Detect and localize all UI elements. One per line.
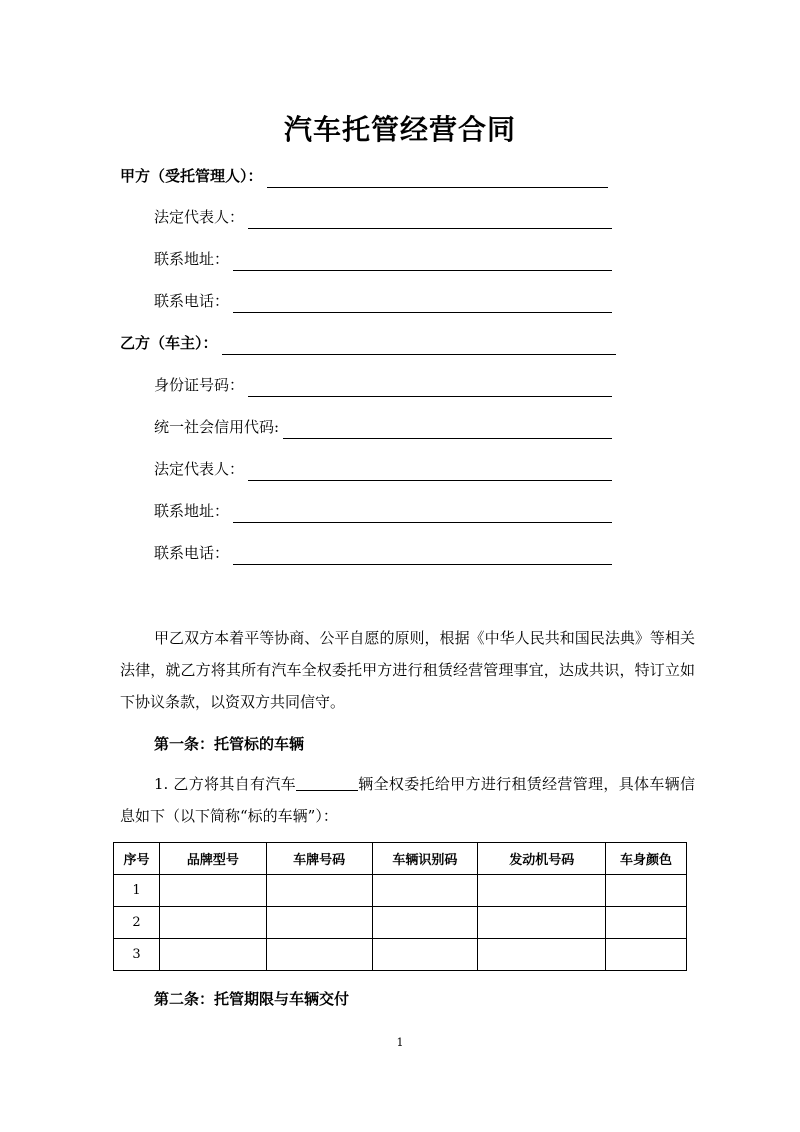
header-cell: 序号	[114, 843, 160, 875]
party-b-field-blank	[233, 546, 612, 565]
party-a-field-blank	[233, 294, 612, 313]
document-title: 汽车托管经营合同	[283, 113, 516, 146]
article-1-heading: 第一条：托管标的车辆	[154, 735, 305, 753]
clause-text-before: 1. 乙方将其自有汽车	[154, 775, 296, 793]
intro-text: 甲乙双方本着平等协商、公平自愿的原则，根据《中华人民共和国民法典》等相关法律，就乙方将其所有汽车全权委托甲方进行租赁经营管理事宜，达成共识，特订立如下协议条款，以资双方共同信守。	[120, 629, 695, 711]
party-b-field-blank	[248, 378, 612, 397]
party-a-field-label: 联系地址：	[154, 250, 230, 268]
header-cell: 车牌号码	[266, 843, 372, 875]
header-cell: 品牌型号	[159, 843, 266, 875]
table-cell	[159, 939, 266, 971]
table-header-row	[114, 843, 687, 875]
party-a-field-blank	[248, 210, 612, 229]
table-cell	[372, 939, 478, 971]
party-b-field-row	[154, 373, 612, 397]
party-b-field-row	[154, 457, 612, 481]
party-a-field-row	[154, 247, 612, 271]
table-cell	[372, 875, 478, 907]
table-cell	[478, 875, 606, 907]
party-a-row	[120, 164, 608, 188]
page-number: 1	[396, 1036, 404, 1049]
party-b-field-row	[154, 499, 612, 523]
party-a-field-label: 法定代表人：	[154, 208, 245, 226]
table-cell	[478, 939, 606, 971]
table-row	[114, 875, 687, 907]
table-cell	[606, 939, 687, 971]
header-cell: 发动机号码	[478, 843, 606, 875]
party-b-field-blank	[283, 420, 612, 439]
table-row	[114, 907, 687, 939]
party-a-blank	[267, 169, 608, 188]
table-cell	[606, 875, 687, 907]
party-a-field-row	[154, 205, 612, 229]
article-1-clause	[120, 768, 695, 832]
party-b-field-label: 联系电话：	[154, 544, 230, 562]
party-b-label: 乙方（车主）：	[120, 334, 218, 352]
table-cell	[372, 907, 478, 939]
party-a-field-row	[154, 289, 612, 313]
party-a-field-blank	[233, 252, 612, 271]
party-b-field-label: 统一社会信用代码:	[154, 418, 280, 436]
vehicle-count-blank	[296, 774, 358, 791]
table-cell	[606, 907, 687, 939]
party-b-field-blank	[233, 504, 612, 523]
party-b-field-row	[154, 541, 612, 565]
header-cell: 车身颜色	[606, 843, 687, 875]
party-b-field-blank	[248, 462, 612, 481]
party-b-field-label: 法定代表人：	[154, 460, 245, 478]
table-cell	[478, 907, 606, 939]
party-b-field-label: 联系地址：	[154, 502, 230, 520]
party-b-blank	[222, 336, 616, 355]
table-cell: 2	[114, 907, 160, 939]
party-a-label: 甲方（受托管理人）：	[120, 167, 263, 185]
table-cell	[159, 875, 266, 907]
party-b-field-row	[154, 415, 612, 439]
table-cell	[266, 875, 372, 907]
vehicle-table	[113, 842, 687, 971]
article-2-heading: 第二条：托管期限与车辆交付	[154, 990, 350, 1008]
header-cell: 车辆识别码	[372, 843, 478, 875]
party-b-row	[120, 331, 616, 355]
party-b-field-label: 身份证号码：	[154, 376, 245, 394]
table-row	[114, 939, 687, 971]
clause-text-after: 辆全权委托给甲方进行租赁经营管理，具体车辆信息如下（以下简称“标的车辆”）：	[120, 775, 695, 825]
table-cell	[159, 907, 266, 939]
party-a-field-label: 联系电话：	[154, 292, 230, 310]
intro-paragraph	[120, 622, 695, 718]
table-cell	[266, 939, 372, 971]
table-cell: 3	[114, 939, 160, 971]
table-cell	[266, 907, 372, 939]
table-cell: 1	[114, 875, 160, 907]
